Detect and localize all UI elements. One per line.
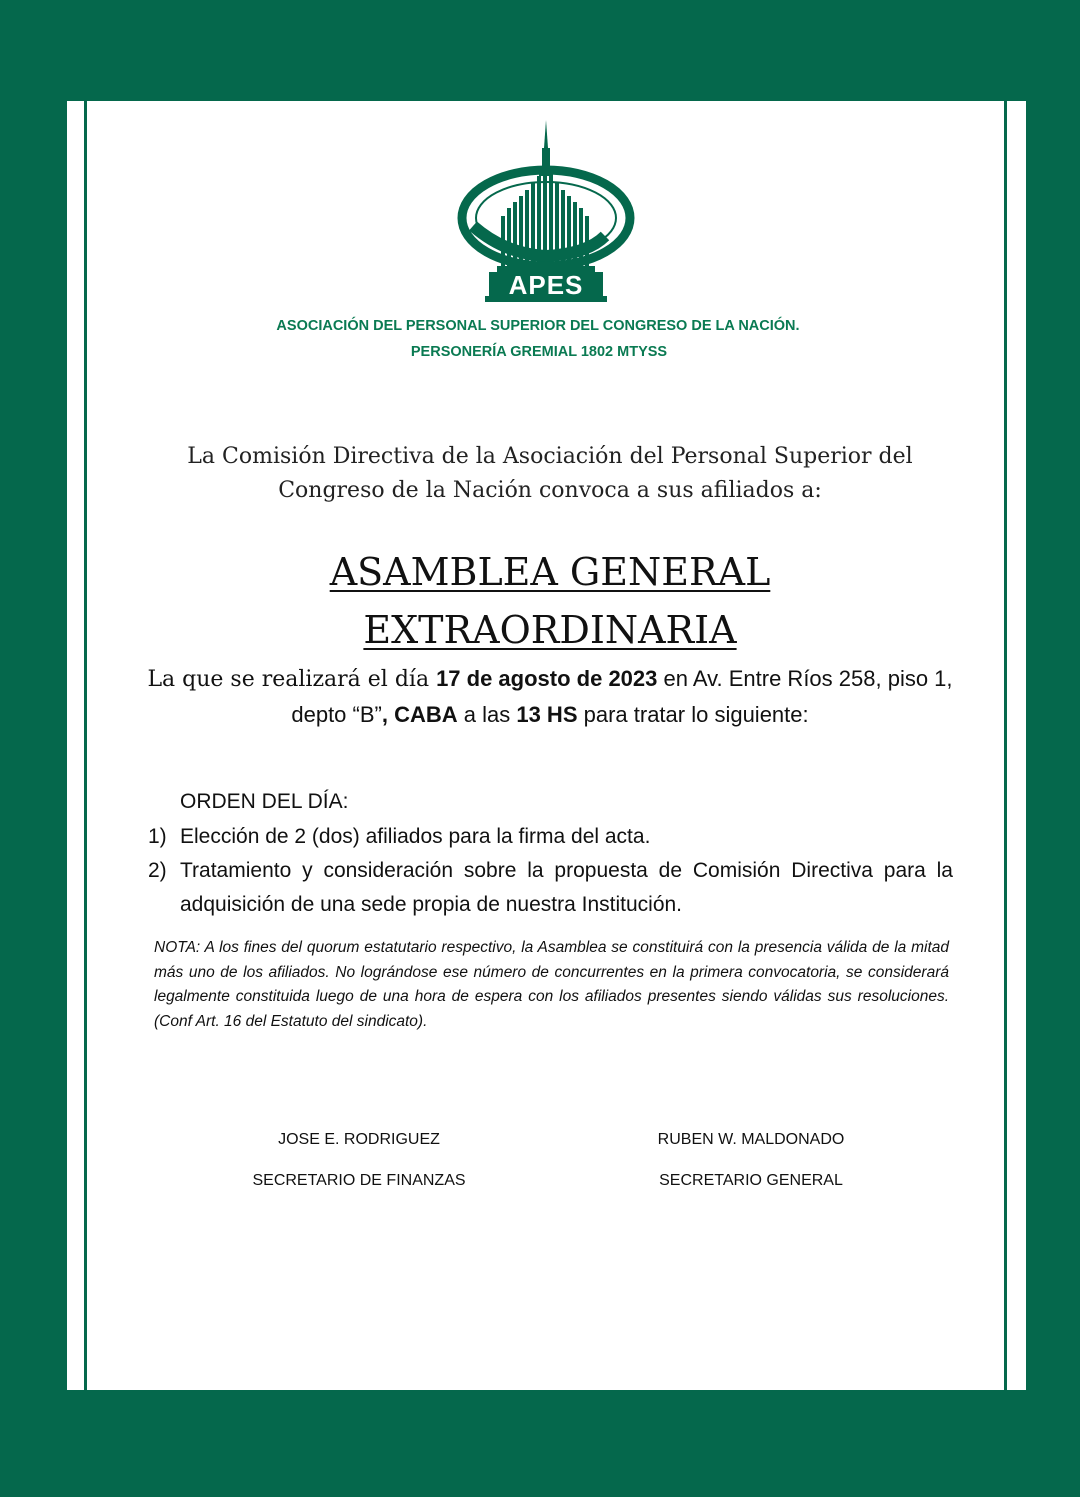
apes-logo bbox=[455, 118, 637, 304]
agenda-heading: ORDEN DEL DÍA: bbox=[180, 790, 349, 813]
details-suffix: para tratar lo siguiente: bbox=[577, 702, 809, 727]
quorum-note: NOTA: A los fines del quorum estatutario respectivo, la Asamblea se constituirá con la presencia válida de la mitad más uno de los afiliados. No lográndose ese número de concurrentes en la primera convocatoria, se considerará legalmente constituida luego de una hora de espera con los afiliados presentes siendo válidas sus resoluciones. (Conf Art. 16 del Estatuto del sindicato). bbox=[154, 939, 949, 1030]
signature-role-left: SECRETARIO DE FINANZAS bbox=[252, 1172, 466, 1189]
left-border bbox=[0, 101, 67, 1390]
logo-wordmark: APES bbox=[508, 270, 584, 300]
footer-band bbox=[0, 1390, 1080, 1497]
details-at: a las bbox=[457, 702, 517, 727]
apes-logo-icon bbox=[455, 118, 637, 304]
meeting-city: , CABA bbox=[381, 702, 458, 727]
agenda-item bbox=[148, 820, 953, 854]
intro-line-2: Congreso de la Nación convoca a sus afiliados a: bbox=[278, 478, 822, 503]
agenda-item-text: Tratamiento y consideración sobre la propuesta de Comisión Directiva para la adquisición de una sede propia de nuestra Institución. bbox=[180, 859, 953, 916]
meeting-details-line-1 bbox=[130, 666, 970, 692]
signature-name-left: JOSE E. RODRIGUEZ bbox=[278, 1131, 440, 1148]
agenda-item-number: 2) bbox=[148, 859, 167, 882]
meeting-details-line-2 bbox=[130, 702, 970, 728]
org-name: ASOCIACIÓN DEL PERSONAL SUPERIOR DEL CONGRESO DE LA NACIÓN. bbox=[276, 318, 800, 334]
left-inner-line bbox=[84, 101, 87, 1497]
right-border bbox=[1026, 101, 1080, 1390]
signature-name-right: RUBEN W. MALDONADO bbox=[657, 1131, 845, 1148]
org-personeria: PERSONERÍA GREMIAL 1802 MTYSS bbox=[410, 344, 668, 360]
header-band bbox=[0, 0, 1080, 101]
agenda-item-text: Elección de 2 (dos) afiliados para la firma del acta. bbox=[180, 825, 651, 848]
signature-role-right: SECRETARIO GENERAL bbox=[659, 1172, 843, 1189]
intro-line-1: La Comisión Directiva de la Asociación del Personal Superior del bbox=[187, 444, 913, 469]
agenda-item-number: 1) bbox=[148, 825, 167, 848]
meeting-depto: depto “B” bbox=[291, 702, 382, 727]
intro-text bbox=[150, 440, 950, 508]
meeting-address: en Av. Entre Ríos 258, piso 1, bbox=[657, 666, 953, 691]
meeting-date: 17 de agosto de 2023 bbox=[436, 666, 658, 691]
title-line-1: ASAMBLEA GENERAL bbox=[329, 550, 771, 594]
meeting-time: 13 HS bbox=[516, 702, 578, 727]
agenda-item bbox=[148, 854, 953, 922]
right-inner-line bbox=[1004, 101, 1007, 1497]
title-line-2: EXTRAORDINARIA bbox=[363, 608, 737, 652]
details-prefix: La que se realizará el día bbox=[147, 667, 437, 692]
